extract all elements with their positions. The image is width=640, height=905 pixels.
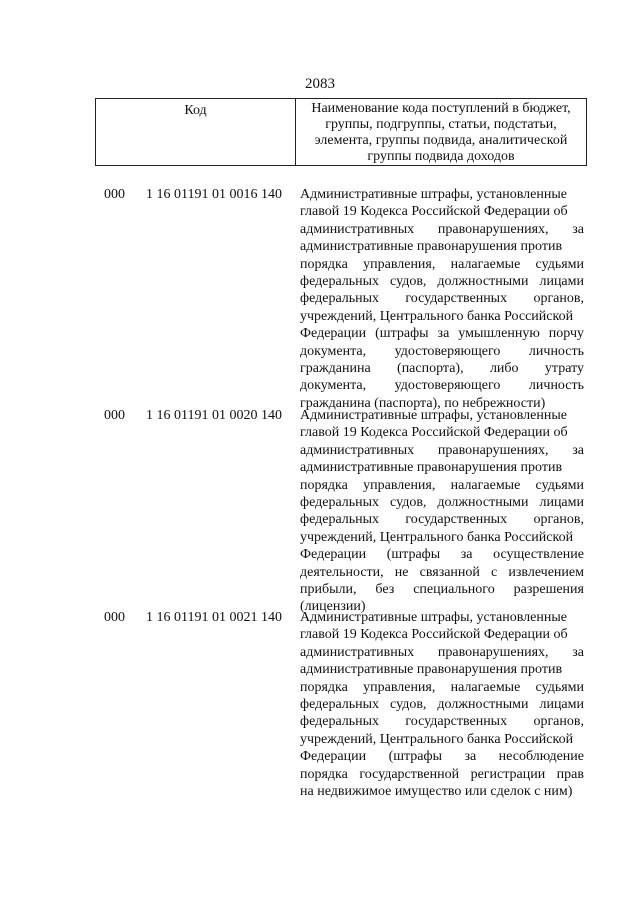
description-line: федеральных судов, должностными лицами: [300, 495, 584, 511]
revenue-code: 1 16 01191 01 0021 140: [146, 610, 282, 625]
description-line: Федерации (штрафы за осуществление: [300, 547, 584, 563]
description-line: федеральных государственных органов,: [300, 714, 584, 730]
description-line: Административные штрафы, установленные: [300, 408, 567, 423]
header-code-column: Код: [96, 99, 296, 165]
description-line: порядка управления, налагаемые судьями: [300, 679, 584, 695]
admin-code: 000: [104, 408, 125, 423]
description-line: федеральных судов, должностными лицами: [300, 274, 584, 290]
description-line: документа, удостоверяющего личность: [300, 343, 584, 359]
description-line: Федерации (штрафы за умышленную порчу: [300, 326, 584, 342]
description-line: административные правонарушения против: [300, 662, 563, 678]
description-line: административных правонарушениях, за: [300, 221, 584, 237]
description-line: учреждений, Центрального банка Российской: [300, 731, 574, 747]
description-line: федеральных государственных органов,: [300, 291, 584, 307]
description-line: главой 19 Кодекса Российской Федерации об: [300, 204, 568, 220]
revenue-description: [300, 186, 584, 412]
description-line: федеральных государственных органов,: [300, 512, 584, 528]
description-line: административные правонарушения против: [300, 460, 563, 476]
header-name-column: Наименование кода поступлений в бюджет, группы, подгруппы, статьи, подстатьи, элемента, группы подвида, аналитической группы подвида доходов: [311, 101, 571, 164]
revenue-description: [300, 609, 584, 800]
description-line: учреждений, Центрального банка Российской: [300, 308, 574, 324]
page-number: 2083: [305, 76, 335, 92]
admin-code: 000: [104, 187, 125, 202]
description-line: (лицензии): [300, 599, 366, 615]
description-line: административные правонарушения против: [300, 239, 563, 255]
table-row: [0, 186, 640, 411]
revenue-code: 1 16 01191 01 0020 140: [146, 408, 282, 423]
description-line: Федерации (штрафы за несоблюдение: [300, 749, 584, 765]
description-line: деятельности, не связанной с извлечением: [300, 564, 584, 580]
description-line: документа, удостоверяющего личность: [300, 378, 584, 394]
table-row: [0, 609, 640, 809]
description-line: административных правонарушениях, за: [300, 442, 584, 458]
description-line: порядка управления, налагаемые судьями: [300, 477, 584, 493]
table-header: [95, 98, 587, 166]
description-line: порядка управления, налагаемые судьями: [300, 256, 584, 272]
description-line: федеральных судов, должностными лицами: [300, 697, 584, 713]
description-line: главой 19 Кодекса Российской Федерации об: [300, 425, 568, 441]
entries-list: [0, 186, 640, 809]
description-line: главой 19 Кодекса Российской Федерации об: [300, 627, 568, 643]
description-line: административных правонарушениях, за: [300, 644, 584, 660]
table-row: [0, 407, 640, 615]
description-line: гражданина (паспорта), по небрежности): [300, 395, 546, 411]
revenue-code: 1 16 01191 01 0016 140: [146, 187, 282, 202]
revenue-description: [300, 407, 584, 616]
admin-code: 000: [104, 610, 125, 625]
description-line: на недвижимое имущество или сделок с ним): [300, 784, 573, 800]
description-line: гражданина (паспорта), либо утрату: [300, 361, 584, 377]
description-line: прибыли, без специального разрешения: [300, 582, 584, 598]
description-line: Административные штрафы, установленные: [300, 610, 567, 625]
description-line: порядка государственной регистрации прав: [300, 766, 584, 782]
description-line: учреждений, Центрального банка Российской: [300, 529, 574, 545]
description-line: Административные штрафы, установленные: [300, 187, 567, 202]
